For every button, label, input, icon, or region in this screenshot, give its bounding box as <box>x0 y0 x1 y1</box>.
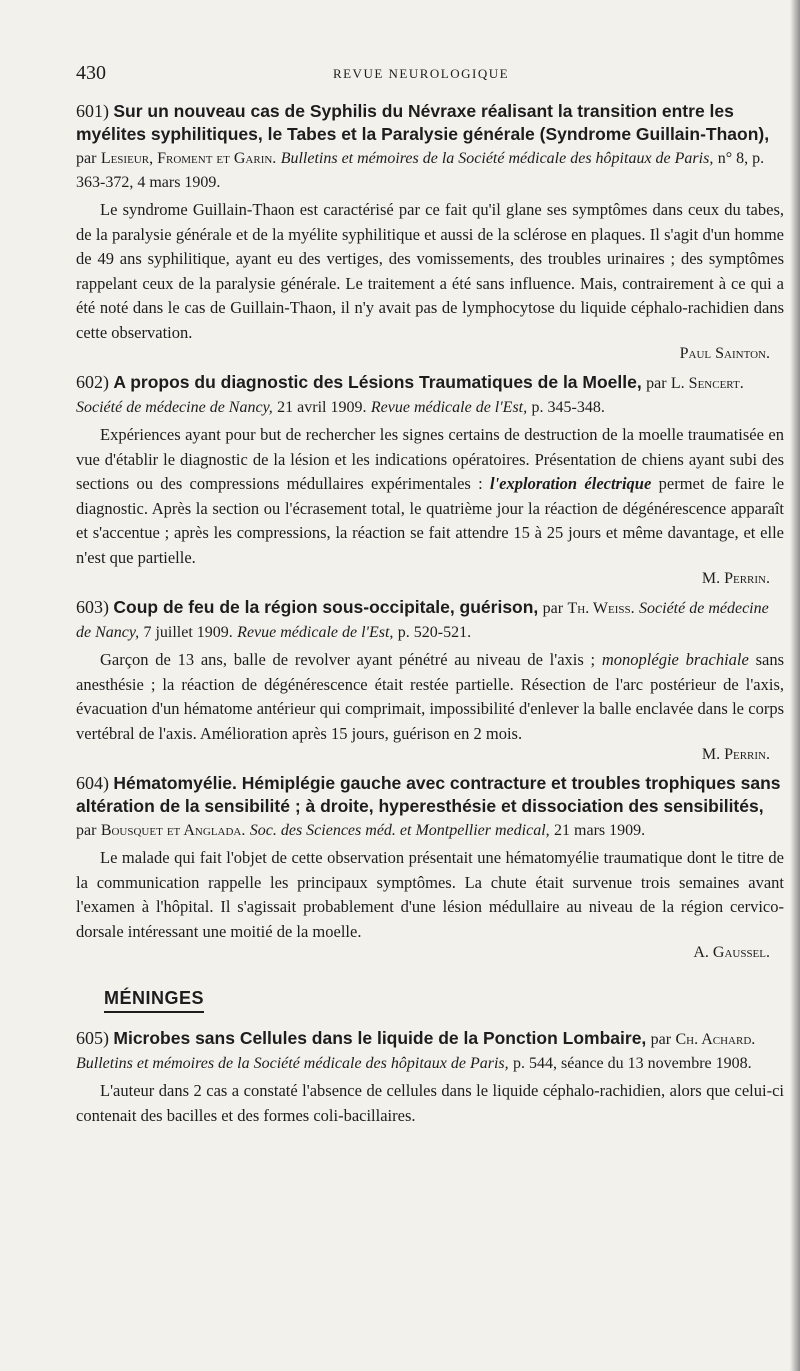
article-title: Coup de feu de la région sous-occipitale, guérison, <box>113 597 539 617</box>
article-reference: 7 juillet 1909. <box>143 624 233 641</box>
body-text-continued: permet de faire le diagnostic. Après la section ou l'écrasement total, le quatrième jour la réaction de dégénérescence apparaît et s'accentue ; après les compressions, la réaction se fait attendre 15 à 25 jours et même davantage, et elle n'est que partielle. <box>76 474 785 567</box>
article-reference: 21 avril 1909. <box>277 399 367 416</box>
by-word: par <box>542 600 564 617</box>
article-source-2: Revue médicale de l'Est, <box>237 624 394 641</box>
body-emphasis: monoplégie brachiale <box>601 650 749 669</box>
article-source-2: Revue médicale de l'Est, <box>370 399 528 416</box>
article-source: Société de médecine de Nancy, <box>76 399 273 416</box>
body-text: Garçon de 13 ans, balle de revolver ayant pénétré au niveau de l'axis ; <box>100 650 596 669</box>
article-reference: p. 544, séance du 13 novembre 1908. <box>513 1055 752 1072</box>
article-605 <box>76 1027 784 1128</box>
article-authors: Ch. Achard. <box>675 1031 756 1048</box>
article-signature: A. Gaussel. <box>693 944 770 961</box>
article-reference-2: p. 520-521. <box>397 624 472 641</box>
article-source: Soc. des Sciences méd. et Montpellier medical, <box>249 822 550 839</box>
article-source: Bulletins et mémoires de la Société médicale des hôpitaux de Paris, <box>280 150 714 167</box>
body-text-continued: sans anesthésie ; la réaction de dégénérescence était restée partielle. Résection de l'arc postérieur de l'axis, évacuation d'un hématome antérieur qui comprimait, impossibilité d'enlever la balle enclavée dans le corps vertébral de l'axis. Amélioration après 15 jours, guérison en 2 mois. <box>76 650 785 743</box>
page-header <box>76 62 766 86</box>
article-number: 605) <box>76 1028 109 1048</box>
article-body <box>76 648 784 746</box>
article-number: 601) <box>76 101 109 121</box>
article-title: A propos du diagnostic des Lésions Traumatiques de la Moelle, <box>113 372 642 392</box>
article-604 <box>76 772 784 962</box>
article-number: 603) <box>76 597 109 617</box>
text-column <box>76 100 784 1136</box>
article-601-heading <box>76 100 784 194</box>
article-reference: 21 mars 1909. <box>554 822 646 839</box>
article-title: Sur un nouveau cas de Syphilis du Névraxe réalisant la transition entre les myélites syphilitiques, le Tabes et la Paralysie générale (Syndrome Guillain-Thaon), <box>76 101 770 144</box>
by-word: par <box>76 822 97 839</box>
by-word: par <box>76 150 97 167</box>
article-signature: M. Perrin. <box>701 570 770 587</box>
article-authors: Th. Weiss. <box>567 600 635 617</box>
article-authors: Bousquet et Anglada. <box>100 822 246 839</box>
article-authors: L. Sencert. <box>670 375 744 392</box>
article-605-heading <box>76 1027 784 1075</box>
article-603-heading <box>76 596 784 644</box>
article-title: Microbes sans Cellules dans le liquide de la Ponction Lombaire, <box>113 1028 647 1048</box>
article-body <box>76 423 784 570</box>
article-signature: M. Perrin. <box>701 746 770 763</box>
body-emphasis: l'exploration électrique <box>490 474 652 493</box>
article-602-heading <box>76 371 784 419</box>
article-source: Bulletins et mémoires de la Société médicale des hôpitaux de Paris, <box>76 1055 509 1072</box>
by-word: par <box>646 375 667 392</box>
running-title: REVUE NEUROLOGIQUE <box>332 66 510 81</box>
article-signature: Paul Sainton. <box>679 345 770 362</box>
page-number: 430 <box>76 62 106 84</box>
page-edge-shadow <box>790 0 800 1371</box>
article-603 <box>76 596 784 764</box>
by-word: par <box>650 1031 672 1048</box>
article-body: Le malade qui fait l'objet de cette observation présentait une hématomyélie traumatique dont le titre de la communication rappelle les principaux symptômes. La chute était survenue trois semaines avant l'examen à l'hôpital. Il s'agissait probablement d'une lésion médullaire au niveau de la région cervico-dorsale intéressant une moitié de la moelle. <box>76 848 784 941</box>
article-number: 604) <box>76 773 109 793</box>
article-reference: n° 8, p. 363-372, 4 mars 1909. <box>76 150 765 191</box>
article-body: Le syndrome Guillain-Thaon est caractérisé par ce fait qu'il glane ses symptômes dans ceux du tabes, de la paralysie générale et de la myélite syphilitique et aussi de la sclérose en plaques. Il s'agit d'un homme de 49 ans syphilitique, ayant eu des vertiges, des vomissements, des troubles urinaires ; des symptômes rappelant ceux de la paralysie générale. Le traitement a été sans influence. Mais, contrairement à ce qui a été noté dans le cas de Guillain-Thaon, il n'y avait pas de lymphocytose du liquide céphalo-rachidien dans cette observation. <box>76 200 784 342</box>
article-body: L'auteur dans 2 cas a constaté l'absence de cellules dans le liquide céphalo-rachidien, alors que celui-ci contenait des bacilles et des formes coli-bacillaires. <box>76 1081 784 1125</box>
article-601 <box>76 100 784 363</box>
section-heading: MÉNINGES <box>104 988 204 1013</box>
article-reference-2: p. 345-348. <box>531 399 605 416</box>
article-title: Hématomyélie. Hémiplégie gauche avec contracture et troubles trophiques sans altération de la sensibilité ; à droite, hyperesthésie et dissociation des sensibilités, <box>76 773 781 816</box>
article-number: 602) <box>76 372 109 392</box>
article-authors: Lesieur, Froment et Garin. <box>100 150 277 167</box>
article-604-heading <box>76 772 784 842</box>
article-source: Société de médecine de Nancy, <box>76 600 769 641</box>
body-text: Expériences ayant pour but de rechercher les signes certains de destruction de la moelle traumatisée en vue d'établir le diagnostic de la lésion et les indications opératoires. Présentation de chiens ayant subi des sections ou des compressions médullaires expérimentales : <box>76 425 784 493</box>
article-602 <box>76 371 784 588</box>
